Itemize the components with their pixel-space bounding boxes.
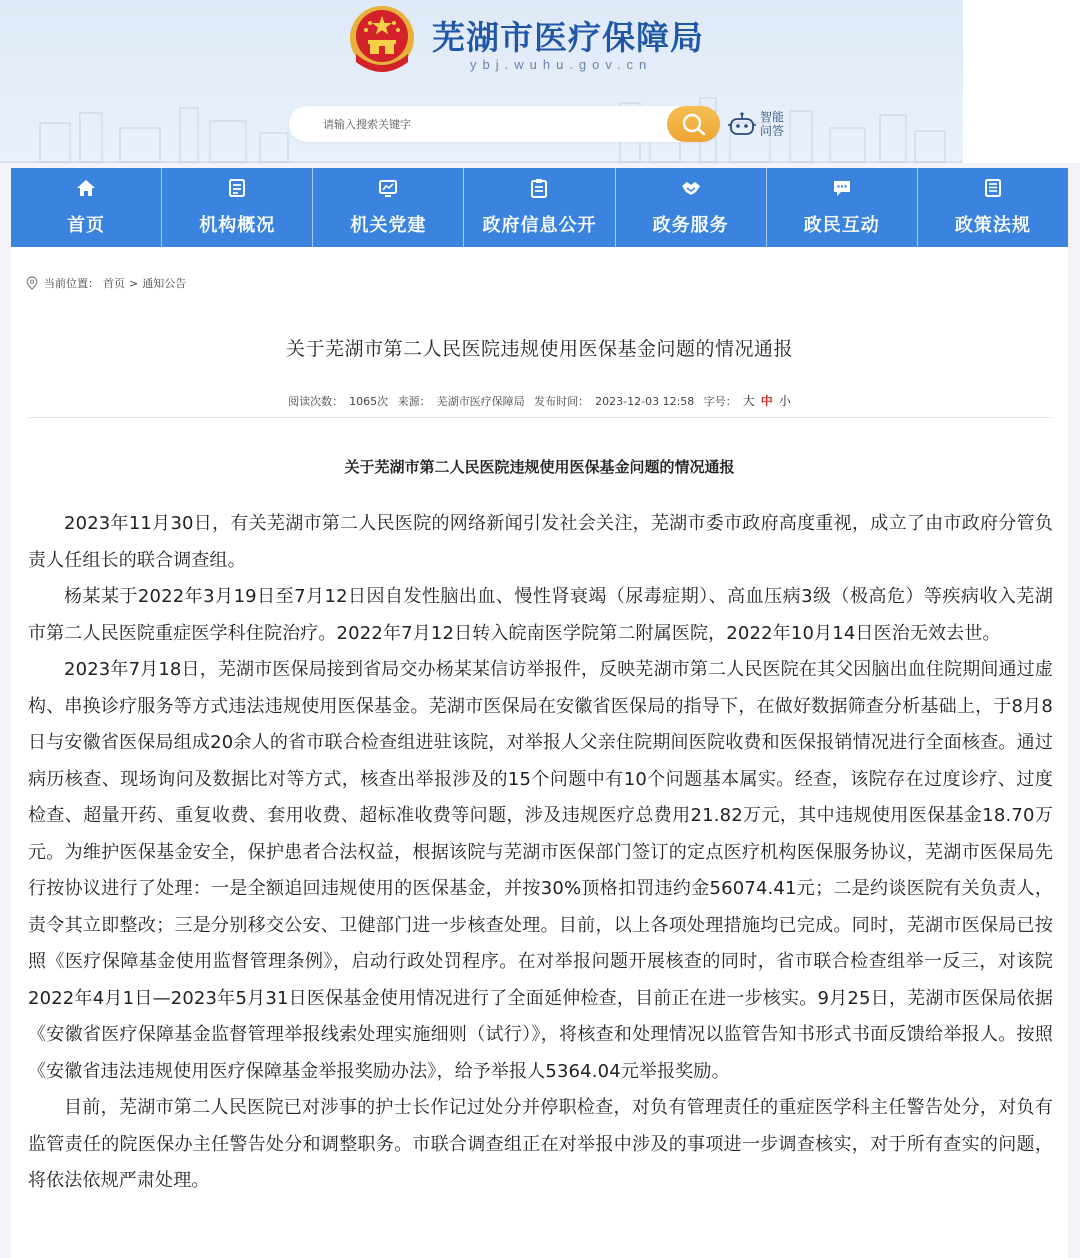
clipboard-icon bbox=[529, 178, 549, 198]
list-icon bbox=[983, 178, 1003, 198]
search-input[interactable] bbox=[289, 106, 669, 142]
breadcrumb bbox=[26, 275, 190, 291]
search-icon bbox=[681, 112, 707, 136]
article-paragraph: 2023年11月30日，有关芜湖市第二人民医院的网络新闻引发社会关注，芜湖市委市政府高度重视，成立了由市政府分管负责人任组长的联合调查组。 bbox=[28, 513, 1053, 571]
article-body bbox=[28, 506, 1053, 1200]
site-url: ybj.wuhu.gov.cn bbox=[470, 57, 653, 72]
nav-item-gov-info[interactable]: 政府信息公开 bbox=[464, 168, 615, 247]
article-paragraph: 2023年7月18日，芜湖市医保局接到省局交办杨某某信访举报件，反映芜湖市第二人民医院在其父因脑出血住院期间通过虚构、串换诊疗服务等方式违法违规使用医保基金。芜湖市医保局在安徽省医保局的指导下，在做好数据筛查分析基础上，于8月8日与安徽省医保局组成20余人的省市联合检查组进驻该院，对举报人父亲住院期间医院收费和医保报销情况进行全面核查。通过病历核查、现场询问及数据比对等方式，核查出举报涉及的15个问题中有10个问题基本属实。经查，该院存在过度诊疗、过度检查、超量开药、重复收费、套用收费、超标准收费等问题，涉及违规医疗总费用21.82万元，其中违规使用医保基金18.70万元。为维护医保基金安全，保护患者合法权益，根据该院与芜湖市医保部门签订的定点医疗机构医保服务协议，芜湖市医保局先行按协议进行了处理：一是全额追回违规使用的医保基金，并按30%顶格扣罚违约金56074.41元；二是约谈医院有关负责人，责令其立即整改；三是分别移交公安、卫健部门进一步核查处理。目前，以上各项处理措施均已完成。同时，芜湖市医保局已按照《医疗保障基金使用监督管理条例》，启动行政处罚程序。在对举报问题开展核查的同时，省市联合检查组举一反三，对该院2022年4月1日—2023年5月31日医保基金使用情况进行了全面延伸检查，目前正在进一步核实。9月25日，芜湖市医保局依据《安徽省医疗保障基金监督管理举报线索处理实施细则（试行）》，将核查和处理情况以监管告知书形式书面反馈给举报人。按照《安徽省违法违规使用医疗保障基金举报奖励办法》，给予举报人5364.04元举报奖励。 bbox=[28, 659, 1053, 1082]
robot-icon bbox=[728, 112, 756, 138]
font-size-label: 字号： bbox=[703, 395, 737, 408]
smart-qa-button[interactable] bbox=[728, 110, 798, 140]
time-label: 发布时间： bbox=[534, 395, 590, 408]
font-size-medium-button[interactable]: 中 bbox=[760, 394, 773, 408]
source-value: 芜湖市医疗保障局 bbox=[436, 395, 525, 408]
header-banner bbox=[0, 0, 963, 163]
header-right-blank bbox=[963, 0, 1080, 163]
national-emblem-icon bbox=[346, 4, 418, 80]
chat-icon bbox=[832, 178, 852, 198]
breadcrumb-separator: > bbox=[129, 276, 139, 290]
article-paragraph: 杨某某于2022年3月19日至7月12日因自发性脑出血、慢性肾衰竭（尿毒症期）、高血压病3级（极高危）等疾病收入芜湖市第二人民医院重症医学科住院治疗。2022年7月12日转入皖南医学院第二附属医院，2022年10月14日医治无效去世。 bbox=[28, 586, 1053, 644]
smart-qa-label: 智能 问答 bbox=[760, 110, 785, 138]
page-title: 关于芜湖市第二人民医院违规使用医保基金问题的情况通报 bbox=[285, 338, 793, 360]
nav-item-party[interactable]: 机关党建 bbox=[313, 168, 464, 247]
search-button[interactable] bbox=[667, 106, 720, 142]
font-size-large-button[interactable]: 大 bbox=[742, 394, 755, 408]
article-paragraph: 目前，芜湖市第二人民医院已对涉事的护士长作记过处分并停职检查，对负有管理责任的重症医学科主任警告处分，对负有监管责任的院医保办主任警告处分和调整职务。市联合调查组正在对举报中涉及的事项进一步调查核实，对于所有查实的问题，将依法依规严肃处理。 bbox=[28, 1097, 1053, 1191]
handshake-icon bbox=[681, 178, 701, 198]
article-body-title: 关于芜湖市第二人民医院违规使用医保基金问题的情况通报 bbox=[344, 458, 735, 476]
nav-item-policy[interactable]: 政策法规 bbox=[918, 168, 1068, 247]
nav-item-interaction[interactable]: 政民互动 bbox=[767, 168, 918, 247]
document-icon bbox=[227, 178, 247, 198]
breadcrumb-home-link[interactable]: 首页 bbox=[103, 277, 125, 290]
site-title: 芜湖市医疗保障局 bbox=[432, 18, 704, 57]
source-label: 来源： bbox=[397, 395, 431, 408]
main-nav bbox=[11, 168, 1068, 247]
views-label: 阅读次数： bbox=[288, 395, 344, 408]
search-box bbox=[289, 106, 720, 142]
nav-item-services[interactable]: 政务服务 bbox=[616, 168, 767, 247]
views-count: 1065次 bbox=[349, 395, 389, 408]
breadcrumb-prefix: 当前位置： bbox=[44, 277, 99, 290]
content-panel bbox=[11, 247, 1068, 1258]
breadcrumb-current-link[interactable]: 通知公告 bbox=[142, 277, 187, 290]
divider bbox=[28, 417, 1051, 418]
publish-time: 2023-12-03 12:58 bbox=[595, 395, 695, 408]
font-size-small-button[interactable]: 小 bbox=[778, 394, 791, 408]
nav-item-about[interactable]: 机构概况 bbox=[162, 168, 313, 247]
article-meta bbox=[11, 392, 1068, 409]
home-icon bbox=[76, 178, 96, 198]
chart-icon bbox=[378, 178, 398, 198]
nav-item-home[interactable]: 首页 bbox=[11, 168, 162, 247]
location-pin-icon bbox=[26, 276, 38, 290]
